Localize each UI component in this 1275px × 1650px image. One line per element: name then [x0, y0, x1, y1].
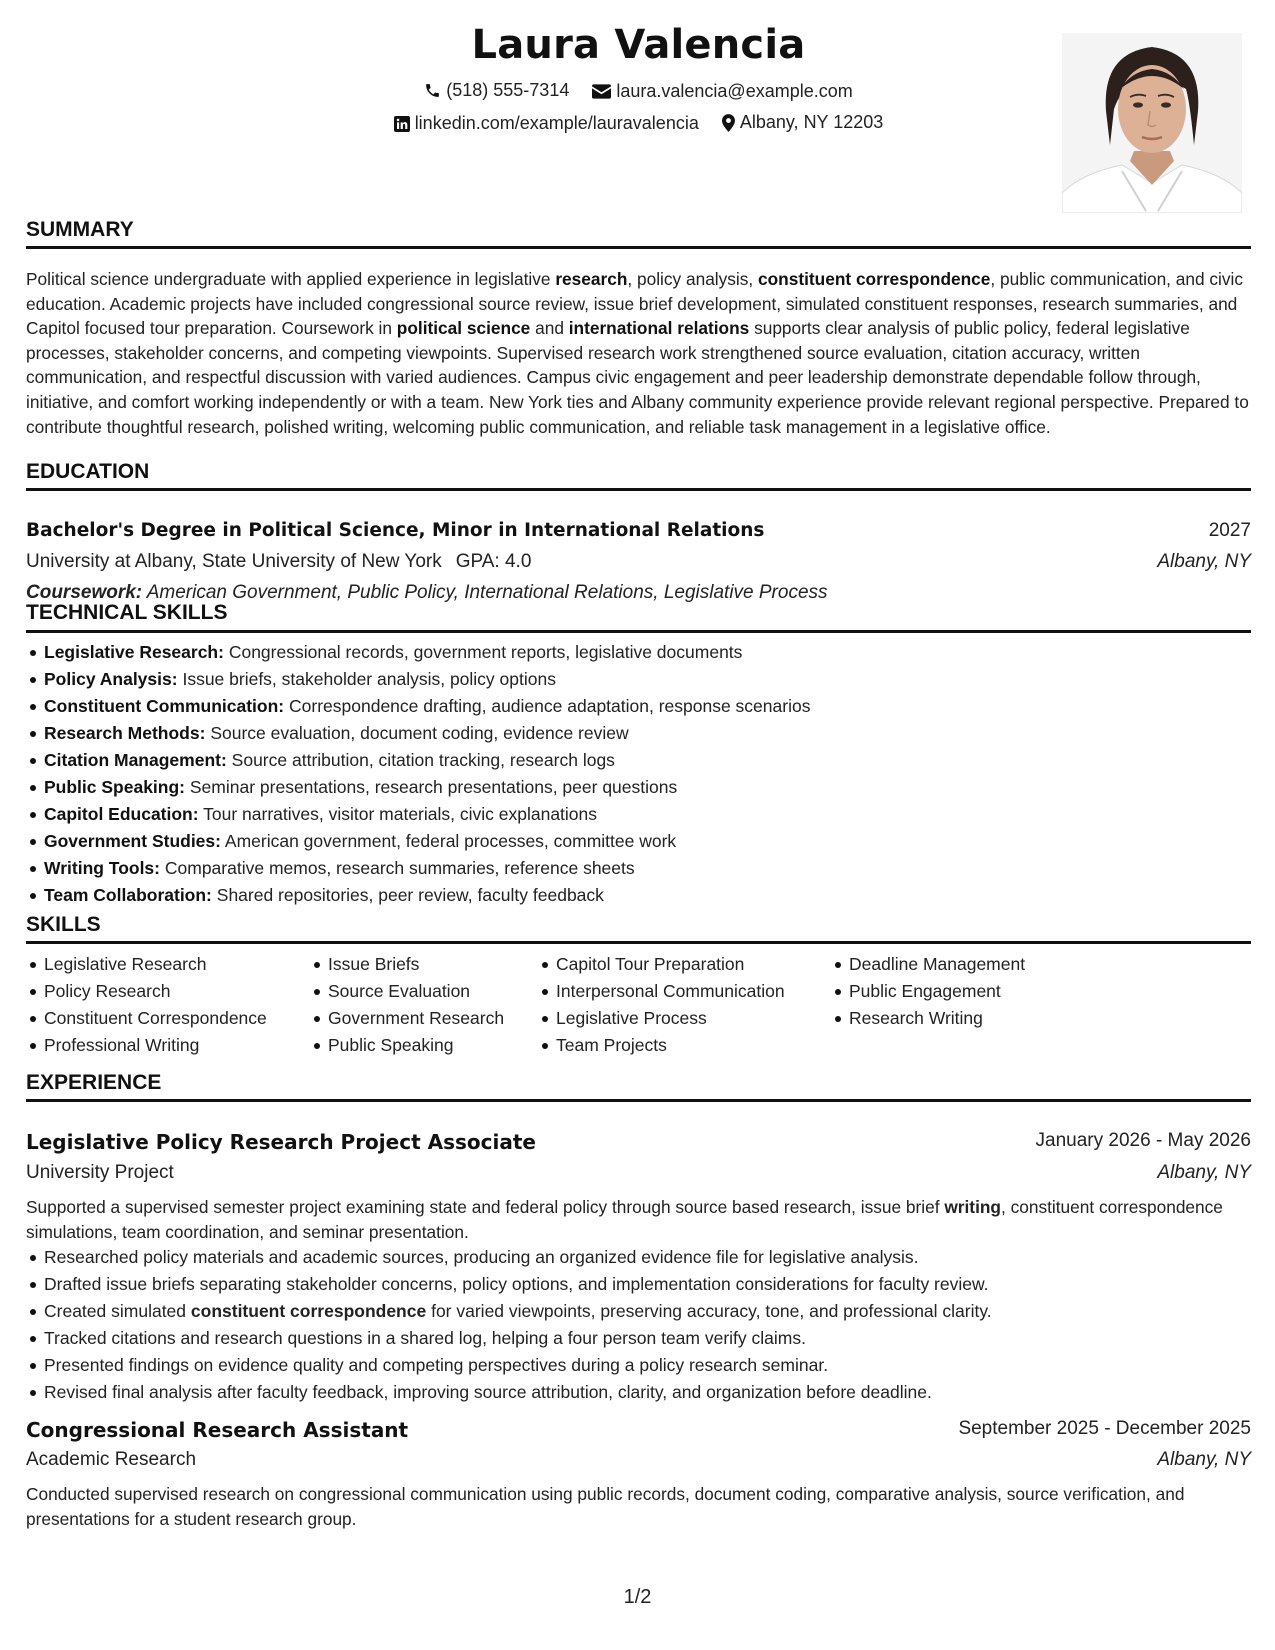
- list-item: Government Studies: American government, federal processes, committee work: [26, 829, 810, 856]
- skill-item: Government Research: [310, 1006, 504, 1033]
- skill-item: Professional Writing: [26, 1033, 267, 1060]
- list-item: Policy Analysis: Issue briefs, stakeholder analysis, policy options: [26, 667, 810, 694]
- job-location: Albany, NY: [1157, 1162, 1251, 1183]
- skill-item: Interpersonal Communication: [538, 979, 785, 1006]
- skill-item: Source Evaluation: [310, 979, 504, 1006]
- job-dates: September 2025 - December 2025: [958, 1418, 1251, 1439]
- skill-item: Legislative Research: [26, 952, 267, 979]
- location-contact: [722, 112, 883, 133]
- list-item: Team Collaboration: Shared repositories, peer review, faculty feedback: [26, 883, 810, 910]
- skills-column-1: [26, 952, 267, 1060]
- page-number: 1/2: [623, 1586, 652, 1608]
- coursework: Coursework: American Government, Public Policy, International Relations, Legislative Process: [26, 582, 828, 603]
- job-dates: January 2026 - May 2026: [1035, 1130, 1251, 1151]
- school-name: University at Albany, State University of New York GPA: 4.0: [26, 551, 532, 572]
- skill-item: Public Engagement: [831, 979, 1025, 1006]
- job-organization: University Project: [26, 1162, 174, 1183]
- job-title: Legislative Policy Research Project Associate: [26, 1130, 536, 1154]
- technical-skills-divider: [26, 630, 1251, 633]
- skills-column-3: [538, 952, 785, 1060]
- list-item: Writing Tools: Comparative memos, research summaries, reference sheets: [26, 856, 810, 883]
- location-text: Albany, NY 12203: [739, 112, 884, 132]
- skill-item: Deadline Management: [831, 952, 1025, 979]
- phone-icon: [424, 82, 441, 99]
- map-pin-icon: [722, 114, 735, 132]
- technical-skills-heading: TECHNICAL SKILLS: [26, 601, 228, 624]
- phone-text: (518) 555-7314: [446, 80, 570, 100]
- email-text: laura.valencia@example.com: [616, 81, 853, 101]
- linkedin-text: linkedin.com/example/lauravalencia: [414, 113, 699, 133]
- summary-divider: [26, 246, 1251, 249]
- job-title: Congressional Research Assistant: [26, 1418, 409, 1442]
- skills-heading: SKILLS: [26, 913, 101, 936]
- list-item: Public Speaking: Seminar presentations, research presentations, peer questions: [26, 775, 810, 802]
- list-item: Research Methods: Source evaluation, document coding, evidence review: [26, 721, 810, 748]
- resume-page: [26, 0, 1251, 1650]
- candidate-name: Laura Valencia: [471, 22, 806, 68]
- job-bullets: [26, 1245, 992, 1407]
- list-item: Researched policy materials and academic sources, producing an organized evidence file for legislative analysis.: [26, 1245, 992, 1272]
- list-item: Tracked citations and research questions in a shared log, helping a four person team verify claims.: [26, 1326, 992, 1353]
- job-description: Supported a supervised semester project examining state and federal policy through source based research, issue brief writing, constituent correspondence simulations, team coordination, and seminar presentation.: [26, 1197, 1223, 1242]
- skill-item: Public Speaking: [310, 1033, 504, 1060]
- skill-item: Capitol Tour Preparation: [538, 952, 785, 979]
- linkedin-icon: [394, 116, 410, 132]
- gpa: GPA: 4.0: [455, 551, 532, 572]
- skills-column-2: [310, 952, 504, 1060]
- list-item: Drafted issue briefs separating stakeholder concerns, policy options, and implementation considerations for faculty review.: [26, 1272, 992, 1299]
- job-description: Conducted supervised research on congressional communication using public records, document coding, comparative analysis, source verification, and presentations for a student research group.: [26, 1484, 1185, 1529]
- experience-divider: [26, 1099, 1251, 1102]
- summary-heading: SUMMARY: [26, 218, 134, 241]
- graduation-year: 2027: [1208, 520, 1251, 541]
- skill-item: Policy Research: [26, 979, 267, 1006]
- skill-item: Issue Briefs: [310, 952, 504, 979]
- education-divider: [26, 488, 1251, 491]
- list-item: Capitol Education: Tour narratives, visitor materials, civic explanations: [26, 802, 810, 829]
- list-item: Presented findings on evidence quality and competing perspectives during a policy research seminar.: [26, 1353, 992, 1380]
- profile-photo: [1062, 33, 1242, 213]
- education-heading: EDUCATION: [26, 460, 150, 483]
- technical-skills-list: [26, 640, 810, 910]
- job-location: Albany, NY: [1157, 1449, 1251, 1470]
- list-item: Revised final analysis after faculty feedback, improving source attribution, clarity, and organization before deadline.: [26, 1380, 992, 1407]
- list-item: Constituent Communication: Correspondence drafting, audience adaptation, response scenarios: [26, 694, 810, 721]
- skills-divider: [26, 941, 1251, 944]
- list-item: Created simulated constituent correspondence for varied viewpoints, preserving accuracy, tone, and professional clarity.: [26, 1299, 992, 1326]
- skills-column-4: [831, 952, 1025, 1033]
- phone-contact[interactable]: [424, 80, 569, 101]
- email-contact[interactable]: [592, 81, 852, 102]
- skill-item: Research Writing: [831, 1006, 1025, 1033]
- experience-heading: EXPERIENCE: [26, 1071, 162, 1094]
- envelope-icon: [592, 84, 611, 99]
- list-item: Legislative Research: Congressional records, government reports, legislative documents: [26, 640, 810, 667]
- skill-item: Constituent Correspondence: [26, 1006, 267, 1033]
- linkedin-contact[interactable]: [394, 113, 699, 134]
- list-item: Citation Management: Source attribution, citation tracking, research logs: [26, 748, 810, 775]
- job-organization: Academic Research: [26, 1449, 197, 1470]
- skill-item: Team Projects: [538, 1033, 785, 1060]
- summary-text: Political science undergraduate with applied experience in legislative research, policy analysis, constituent correspondence, public communication, and civic education. Academic projects have included congressional source review, issue brief development, simulated constituent responses, research summaries, and Capitol focused tour preparation. Coursework in political science and international relations supports clear analysis of public policy, federal legislative processes, stakeholder concerns, and competing viewpoints. Supervised research work strengthened source evaluation, citation accuracy, written communication, and respectful discussion with varied audiences. Campus civic engagement and peer leadership demonstrate dependable follow through, initiative, and comfort working independently or with a team. New York ties and Albany community experience provide relevant regional perspective. Prepared to contribute thoughtful research, polished writing, welcoming public communication, and reliable task management in a legislative office.: [26, 269, 1249, 437]
- skill-item: Legislative Process: [538, 1006, 785, 1033]
- school-location: Albany, NY: [1157, 551, 1251, 572]
- degree-title: Bachelor's Degree in Political Science, Minor in International Relations: [26, 520, 765, 541]
